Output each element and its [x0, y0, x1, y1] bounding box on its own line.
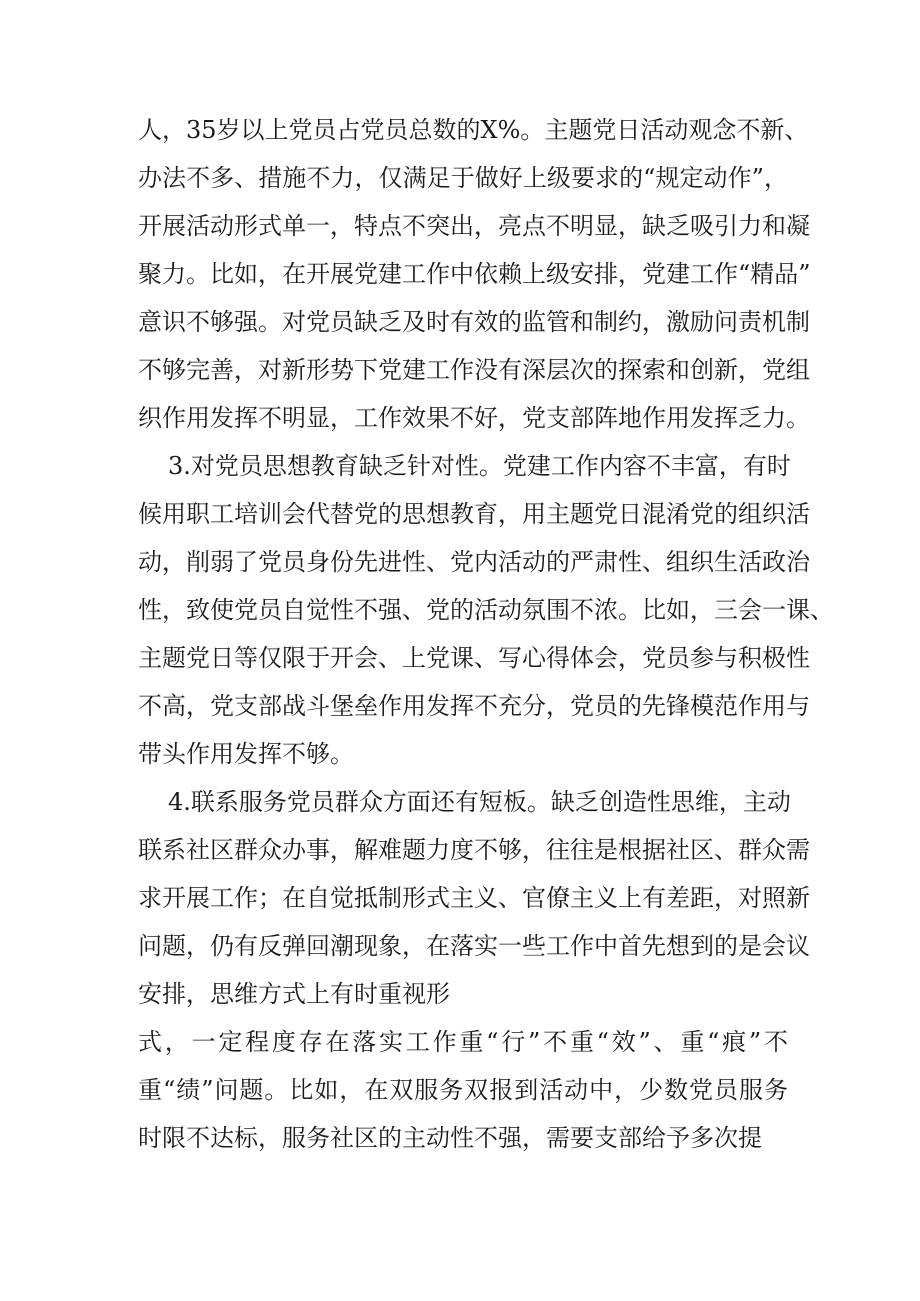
text-line: 不高，党支部战斗堡垒作用发挥不充分，党员的先锋模范作用与	[138, 692, 810, 720]
text-line: 人，35岁以上党员占党员总数的X%。主题党日活动观念不新、	[138, 116, 809, 144]
text-line: 意识不够强。对党员缺乏及时有效的监管和制约，激励问责机制	[138, 308, 810, 336]
text-line: 动，削弱了党员身份先进性、党内活动的严肃性、组织生活政治	[138, 548, 810, 576]
paragraph-continued	[138, 106, 811, 442]
paragraph-item-3	[138, 442, 834, 778]
text-line: 不够完善，对新形势下党建工作没有深层次的探索和创新，党组	[138, 356, 810, 384]
text-line: 带头作用发挥不够。	[138, 740, 354, 768]
text-line: 求开展工作；在自觉抵制形式主义、官僚主义上有差距，对照新	[138, 884, 810, 912]
text-line: 时限不达标，服务社区的主动性不强，需要支部给予多次提	[138, 1124, 762, 1152]
text-line: 安排，思维方式上有时重视形	[138, 980, 450, 1008]
text-line: 候用职工培训会代替党的思想教育，用主题党日混淆党的组织活	[138, 500, 810, 528]
text-line: 联系社区群众办事，解难题力度不够，往往是根据社区、群众需	[138, 836, 810, 864]
text-line: 重“绩”问题。比如，在双服务双报到活动中，少数党员服务	[138, 1076, 788, 1104]
text-line: 问题，仍有反弹回潮现象，在落实一些工作中首先想到的是会议	[138, 932, 810, 960]
paragraph-item-4	[138, 778, 810, 1018]
paragraph-continuation	[138, 1018, 788, 1162]
text-line: 主题党日等仅限于开会、上党课、写心得体会，党员参与积极性	[138, 644, 810, 672]
text-line: 3.对党员思想教育缺乏针对性。党建工作内容不丰富，有时	[168, 452, 791, 480]
text-line: 式，一定程度存在落实工作重“行”不重“效”、重“痕”不	[138, 1028, 788, 1056]
text-line: 4.联系服务党员群众方面还有短板。缺乏创造性思维，主动	[168, 788, 791, 816]
text-line: 聚力。比如，在开展党建工作中依赖上级安排，党建工作“精品”	[138, 260, 811, 288]
text-line: 办法不多、措施不力，仅满足于做好上级要求的“规定动作”，	[138, 164, 788, 192]
text-line: 性，致使党员自觉性不强、党的活动氛围不浓。比如，三会一课、	[138, 596, 834, 624]
text-line: 织作用发挥不明显，工作效果不好，党支部阵地作用发挥乏力。	[138, 404, 810, 432]
text-line: 开展活动形式单一，特点不突出，亮点不明显，缺乏吸引力和凝	[138, 212, 810, 240]
